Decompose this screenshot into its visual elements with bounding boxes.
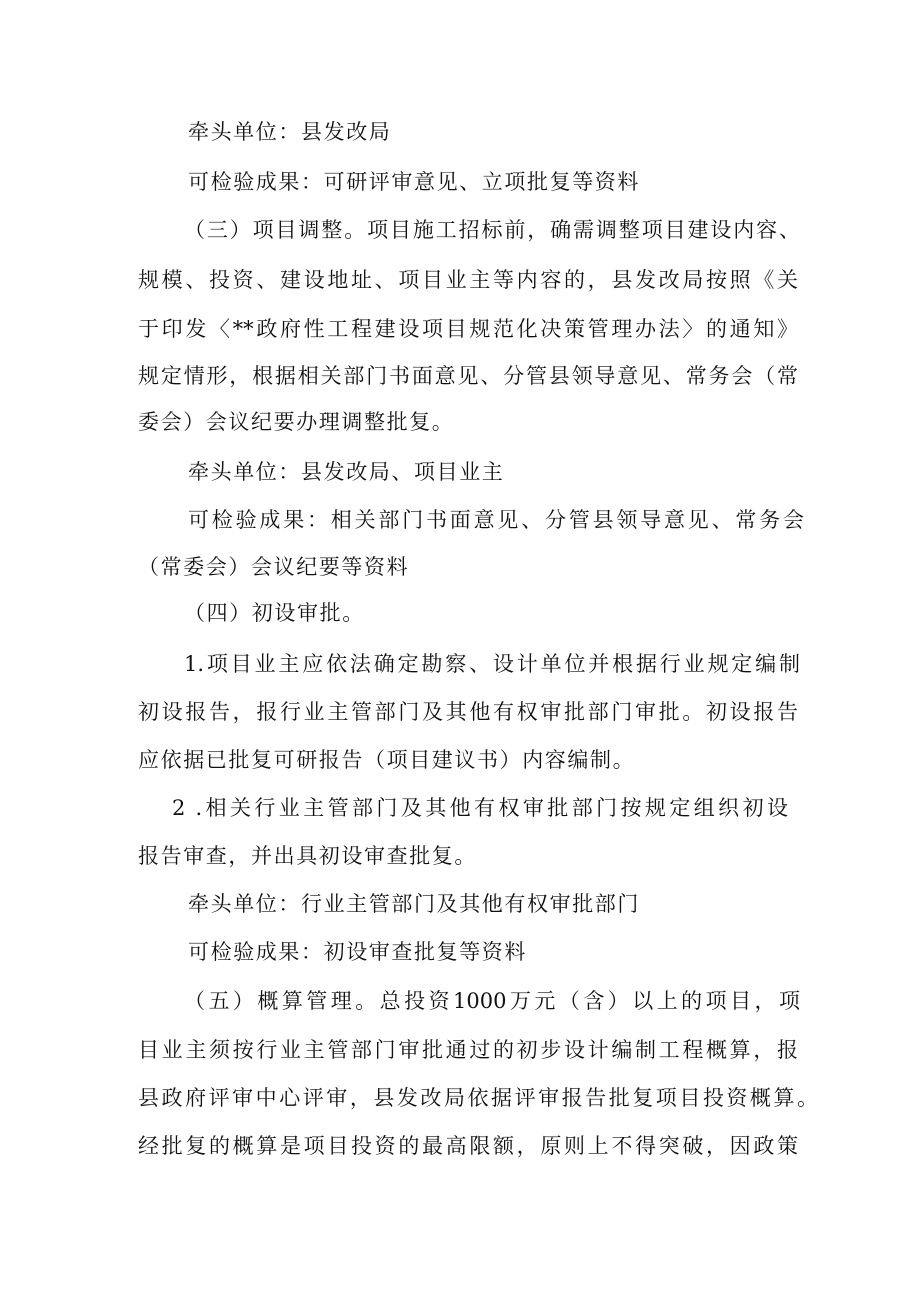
text-line-section-3-heading: （三）项目调整。项目施工招标前，确需调整项目建设内容、 [184, 218, 800, 242]
text-line-section-3-body-2: 于印发〈**政府性工程建设项目规范化决策管理办法〉的通知》 [138, 317, 798, 341]
text-line-section-3-body-3: 规定情形，根据相关部门书面意见、分管县领导意见、常务会（常 [138, 364, 798, 388]
text-line-item-1-cont-1: 初设报告，报行业主管部门及其他有权审批部门审批。初设报告 [138, 700, 798, 724]
text-line-lead-unit-2: 牵头单位：县发改局、项目业主 [188, 460, 505, 484]
text-line-section-3-body-4: 委会）会议纪要办理调整批复。 [138, 410, 455, 434]
text-line-section-5-heading: （五）概算管理。总投资1000万元（含）以上的项目，项 [184, 989, 800, 1013]
text-line-item-2: 2 .相关行业主管部门及其他有权审批部门按规定组织初设 [172, 796, 788, 820]
text-line-results-2: 可检验成果：相关部门书面意见、分管县领导意见、常务会 [188, 508, 804, 532]
text-line-lead-unit-3: 牵头单位：行业主管部门及其他有权审批部门 [188, 892, 640, 916]
text-line-lead-unit-1: 牵头单位：县发改局 [188, 120, 392, 144]
text-line-section-5-body-1: 目业主须按行业主管部门审批通过的初步设计编制工程概算，报 [138, 1038, 798, 1062]
text-line-item-2-cont: 报告审查，并出具初设审查批复。 [138, 844, 477, 868]
text-line-section-5-body-3: 经批复的概算是项目投资的最高限额，原则上不得突破，因政策 [138, 1134, 798, 1158]
text-line-section-5-body-2: 县政府评审中心评审，县发改局依据评审报告批复项目投资概算。 [138, 1086, 818, 1110]
text-line-item-1: 1.项目业主应依法确定勘察、设计单位并根据行业规定编制 [184, 652, 800, 676]
text-line-results-2-cont: （常委会）会议纪要等资料 [138, 555, 410, 579]
text-line-section-4-heading: （四）初设审批。 [184, 601, 365, 625]
text-line-results-3: 可检验成果：初设审查批复等资料 [188, 940, 527, 964]
text-line-results-1: 可检验成果：可研评审意见、立项批复等资料 [188, 170, 640, 194]
text-line-item-1-cont-2: 应依据已批复可研报告（项目建议书）内容编制。 [138, 748, 636, 772]
text-line-section-3-body-1: 规模、投资、建设地址、项目业主等内容的，县发改局按照《关 [138, 268, 798, 292]
